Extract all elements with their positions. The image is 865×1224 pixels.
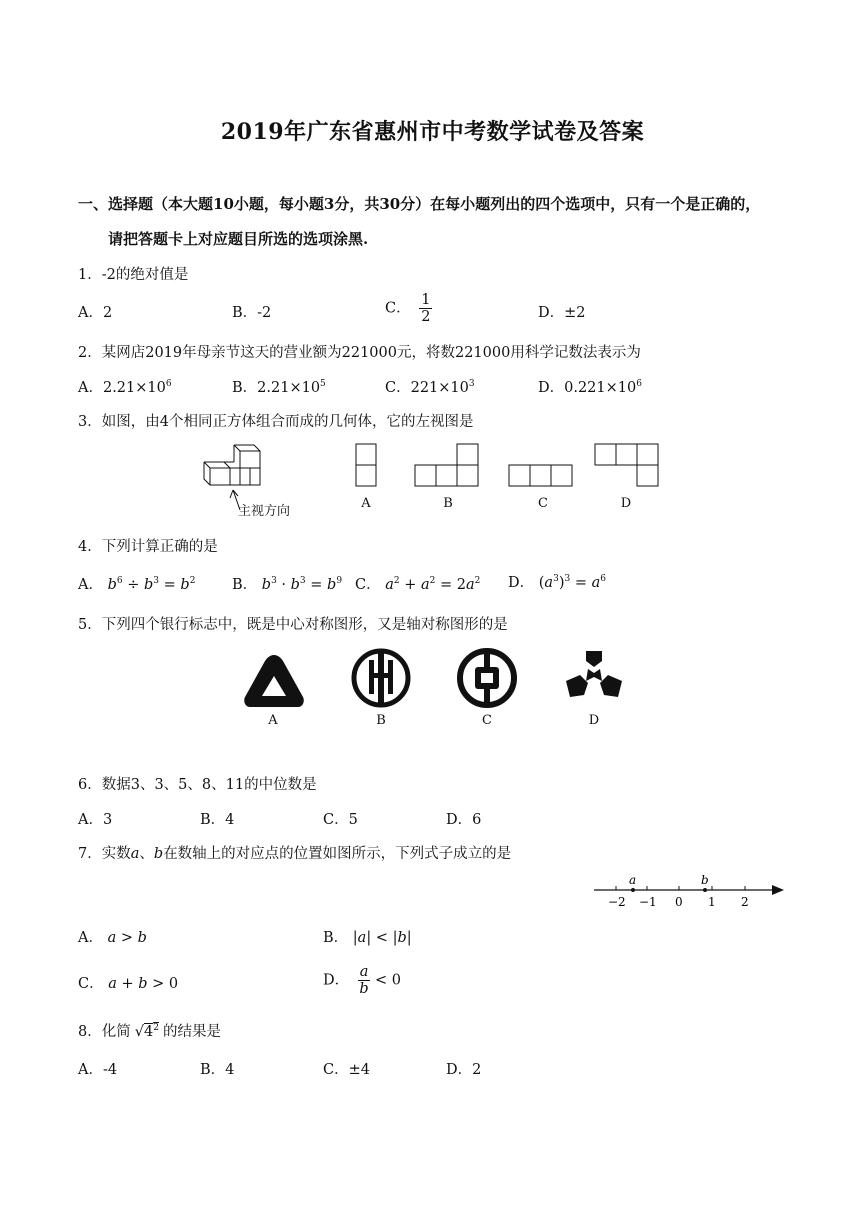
view-label-a: A: [361, 496, 371, 511]
view-label-c: C: [538, 496, 548, 511]
q4-stem: 4．下列计算正确的是: [78, 539, 218, 555]
q4-option-d: D． $(a^3)^3 = a^6$: [508, 574, 606, 591]
q7-option-d: D． $\frac{a}{b}$ < 0: [323, 964, 401, 997]
bank-logo-construction-icon: [562, 647, 626, 703]
section-heading: 一、选择题（本大题10小题，每小题3分，共30分）在每小题列出的四个选项中，只有一个是正确的，: [78, 195, 761, 213]
number-line: [590, 870, 790, 910]
bank-logo-china-icon: [456, 647, 518, 709]
q2-option-d: D．$0.221\times 10^6$: [538, 379, 642, 396]
tick-label: −1: [639, 895, 657, 909]
q8-option-a: A．-4: [78, 1062, 118, 1078]
logo-label-a: A: [268, 713, 278, 728]
q1-option-c: C． $\frac{1}{2}$: [385, 292, 431, 325]
bank-logo-triangle-icon: [242, 652, 306, 710]
logo-label-b: B: [376, 713, 386, 728]
q7-option-a: A． a > b: [78, 930, 147, 946]
q3-stem: 3．如图，由4个相同正方体组合而成的几何体，它的左视图是: [78, 414, 474, 430]
q2-option-a: A．$2.21\times 10^6$: [78, 379, 172, 396]
q6-option-d: D．6: [446, 812, 482, 828]
q8-option-b: B．4: [200, 1062, 235, 1078]
tick-label: −2: [608, 895, 626, 909]
q7-option-b: B． |a| < |b|: [323, 930, 412, 946]
q4-option-a: A． $b^6 \div b^3 = b^2$: [78, 576, 196, 593]
view-label-d: D: [620, 496, 632, 511]
q1-option-d: D．±2: [538, 305, 586, 321]
q2-option-c: C．$221\times 10^3$: [385, 379, 475, 396]
q8-option-c: C．±4: [323, 1062, 370, 1078]
view-option-a: [355, 443, 379, 487]
q1-stem: 1．-2的绝对值是: [78, 267, 189, 283]
bank-logo-agri-icon: [350, 647, 412, 709]
tick-label: 2: [741, 895, 749, 909]
section-heading-cont: 请把答题卡上对应题目所选的选项涂黑.: [108, 230, 369, 248]
q7-stem: 7．实数a、b在数轴上的对应点的位置如图所示，下列式子成立的是: [78, 846, 512, 862]
arrow-label: 主视方向: [238, 504, 291, 519]
view-option-d: [594, 443, 662, 487]
q2-option-b: B．$2.21\times 10^5$: [232, 379, 326, 396]
q7-option-c: C． a + b > 0: [78, 976, 179, 992]
view-option-c: [508, 464, 576, 488]
logo-label-c: C: [482, 713, 492, 728]
q5-stem: 5．下列四个银行标志中，既是中心对称图形，又是轴对称图形的是: [78, 617, 508, 633]
q8-option-d: D．2: [446, 1062, 482, 1078]
q6-option-c: C．5: [323, 812, 358, 828]
q4-option-c: C． $a^2 + a^2 = 2a^2$: [355, 576, 481, 593]
point-a-label: a: [629, 873, 637, 887]
point-b-label: b: [701, 873, 709, 887]
q2-stem: 2．某网店2019年母亲节这天的营业额为221000元，将数221000用科学记数法表示为: [78, 345, 641, 361]
logo-label-d: D: [588, 713, 600, 728]
q6-option-a: A．3: [78, 812, 113, 828]
page-title: 2019年广东省惠州市中考数学试卷及答案: [220, 119, 645, 145]
q6-stem: 6．数据3、3、5、8、11的中位数是: [78, 777, 317, 793]
view-label-b: B: [443, 496, 453, 511]
q4-option-b: B． $b^3 \cdot b^3 = b^9$: [232, 576, 343, 593]
q6-option-b: B．4: [200, 812, 235, 828]
tick-label: 0: [675, 895, 683, 909]
q8-stem: 8．化简 $√4^2$ 的结果是: [78, 1023, 221, 1040]
q1-option-a: A．2: [78, 305, 113, 321]
q1-option-b: B．-2: [232, 305, 272, 321]
fraction-numerator: 1: [421, 292, 431, 308]
fraction-denominator: 2: [421, 309, 431, 325]
view-option-b: [414, 443, 482, 487]
tick-label: 1: [708, 895, 716, 909]
